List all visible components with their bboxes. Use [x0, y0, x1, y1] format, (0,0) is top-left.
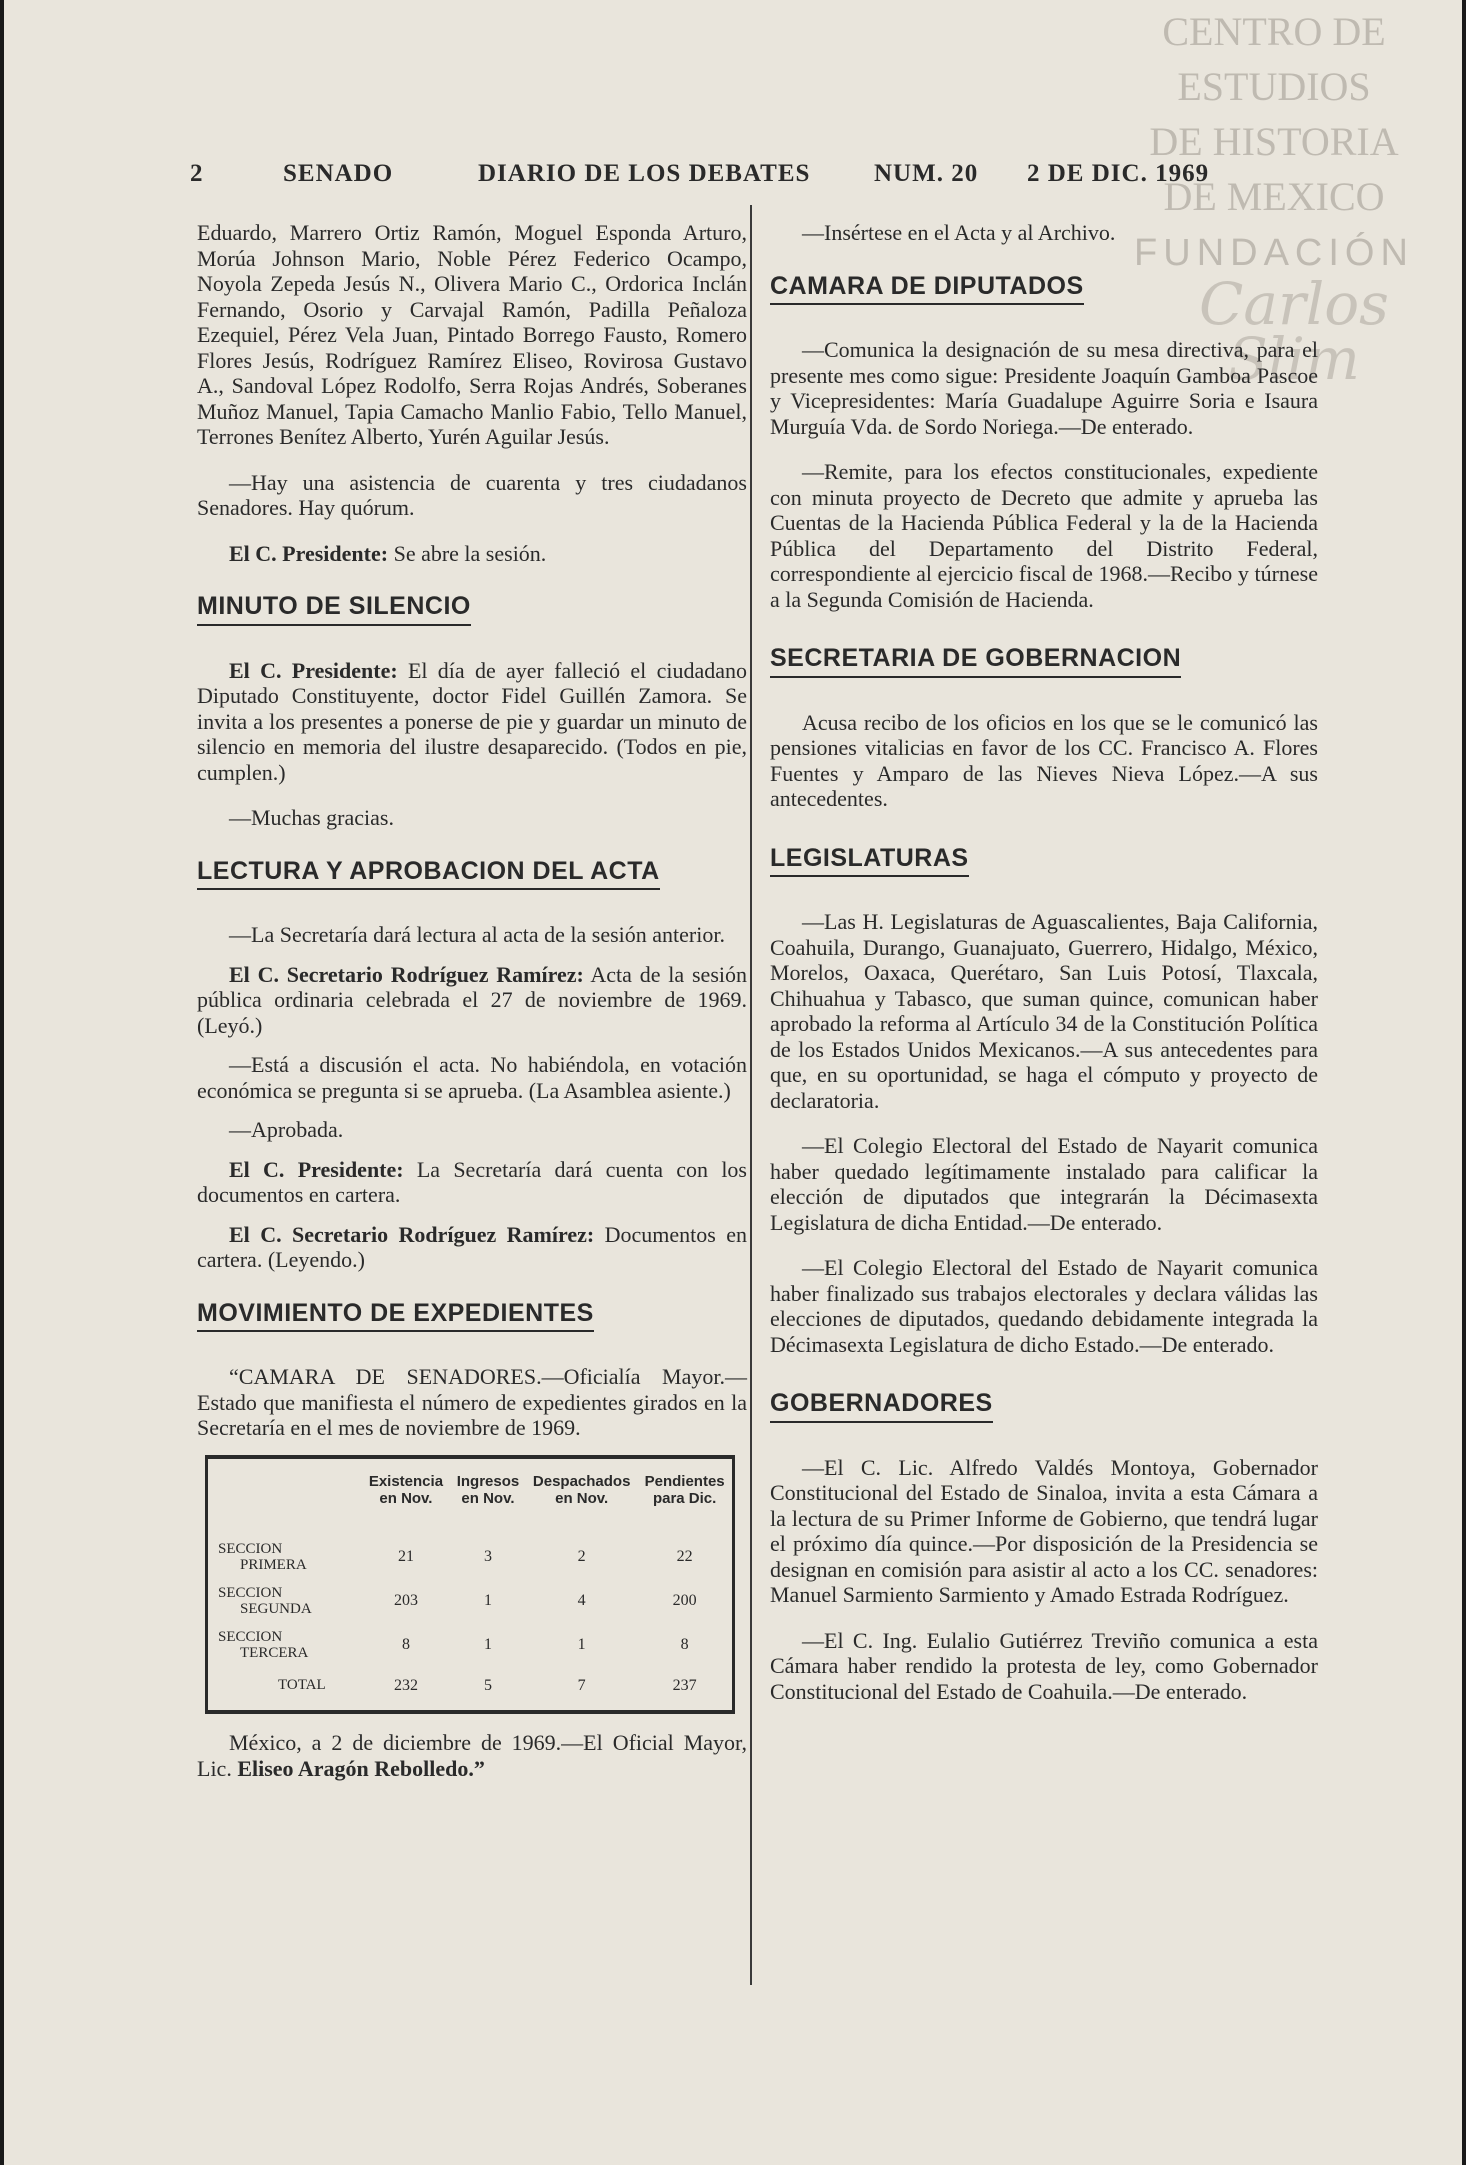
column-header: Pendientes para Dic. — [644, 1472, 725, 1507]
watermark-line: ESTUDIOS — [1177, 64, 1371, 109]
section-heading: LECTURA Y APROBACION DEL ACTA — [197, 859, 660, 891]
speaker: El C. Presidente: — [229, 657, 398, 683]
table-cell: 2 — [577, 1547, 586, 1565]
column-header: Existencia en Nov. — [368, 1472, 444, 1507]
paragraph — [197, 658, 747, 786]
table-row — [207, 1535, 734, 1579]
speaker: El C. Secretario Rodríguez Ramírez: — [229, 1221, 595, 1247]
left-column — [197, 220, 747, 1801]
table-cell: 4 — [577, 1591, 586, 1609]
paragraph: “CAMARA DE SENADORES.—Oficialía Mayor.—Estado que manifiesta el número de expedientes girados en la Secretaría en el mes de noviembre de 1969. — [197, 1364, 747, 1440]
paragraph: —Está a discusión el acta. No habiéndola, en votación económica se pregunta si se aprueba. (La Asamblea asiente.) — [197, 1052, 747, 1103]
signatory: Eliseo Aragón Rebolledo.” — [237, 1755, 485, 1781]
page-number: 2 — [190, 160, 204, 187]
table-header-row — [207, 1457, 734, 1535]
table-cell: 5 — [483, 1676, 492, 1694]
paragraph — [197, 1730, 747, 1781]
section-heading: SECRETARIA DE GOBERNACION — [770, 646, 1181, 678]
table-cell: 200 — [672, 1591, 697, 1609]
speaker: El C. Secretario Rodríguez Ramírez: — [229, 961, 584, 987]
speaker: El C. Presidente: — [229, 1156, 404, 1182]
paragraph: —Las H. Legislaturas de Aguascalientes, Baja California, Coahuila, Durango, Guanajuato, Guerrero, Hidalgo, México, Morelos, Oaxaca, Querétaro, San Luis Potosí, Tlaxcala, Chihuahua y Tabasco, que suman quince, comunican haber aprobado la reforma al Artículo 34 de la Constitución Política de los Estados Unidos Mexicanos.—A sus antecedentes para que, en su oportunidad, se haga el cómputo y proyecto de declaratoria. — [770, 909, 1318, 1113]
paragraph: —El C. Lic. Alfredo Valdés Montoya, Gobernador Constitucional del Estado de Sinaloa, invita a esta Cámara a la lectura de su Primer Informe de Gobierno, que tendrá lugar el próximo día quince.—Por disposición de la Presidencia se designan en comisión para asistir al acto a los CC. senadores: Manuel Sarmiento Sarmiento y Amado Estrada Rodríguez. — [770, 1454, 1318, 1607]
row-label-line: SECCION — [218, 1628, 283, 1645]
table-cell: 21 — [397, 1547, 414, 1565]
watermark-line: DE HISTORIA — [1149, 119, 1399, 164]
column-divider — [750, 205, 752, 1985]
table-cell: 7 — [577, 1676, 586, 1694]
table-cell: 8 — [401, 1635, 410, 1653]
row-label — [207, 1535, 363, 1579]
paragraph: —El Colegio Electoral del Estado de Nayarit comunica haber finalizado sus trabajos electorales y declara válidas las elecciones de diputados, quedando debidamente integrada la Décimasexta Legislatura de dicho Estado.—De enterado. — [770, 1255, 1318, 1357]
row-label — [207, 1579, 363, 1623]
paragraph: Acusa recibo de los oficios en los que se le comunicó las pensiones vitalicias en favor de los CC. Francisco A. Flores Fuentes y Amparo de las Nieves Nieva López.—A sus antecedentes. — [770, 709, 1318, 811]
row-label-line: TERCERA — [240, 1644, 309, 1661]
table-cell: 237 — [672, 1676, 697, 1694]
speech: Acta de la sesión pública ordinaria celebrada el 27 de noviembre de 1969. (Leyó.) — [197, 961, 747, 1038]
paragraph: —Muchas gracias. — [229, 805, 394, 830]
header-section: SENADO — [283, 160, 394, 187]
table-row — [207, 1623, 734, 1667]
expedientes-table — [205, 1455, 735, 1715]
table-cell: 3 — [483, 1547, 492, 1565]
paragraph: —El Colegio Electoral del Estado de Nayarit comunica haber quedado legítimamente instalado para calificar la elección de diputados que integrarán la Décimasexta Legislatura de dicha Entidad.—De enterado. — [770, 1133, 1318, 1235]
speech: Documentos en cartera. (Leyendo.) — [197, 1221, 747, 1272]
header-date: 2 DE DIC. 1969 — [1027, 160, 1210, 187]
paragraph — [197, 1157, 747, 1208]
section-heading: MOVIMIENTO DE EXPEDIENTES — [197, 1301, 594, 1333]
paragraph: —Insértese en el Acta y al Archivo. — [802, 220, 1116, 245]
watermark-signature: Carlos Slim — [1199, 270, 1389, 393]
watermark-line: CENTRO DE — [1162, 9, 1386, 54]
section-heading: MINUTO DE SILENCIO — [197, 594, 471, 626]
header-number: NUM. 20 — [874, 160, 979, 187]
row-label-line: TOTAL — [278, 1677, 326, 1694]
paragraph: —El C. Ing. Eulalio Gutiérrez Treviño comunica a esta Cámara haber rendido la protesta de ley, como Gobernador Constitucional del Estado de Coahuila.—De enterado. — [770, 1627, 1318, 1704]
table-cell: 1 — [577, 1635, 586, 1653]
header-publication: DIARIO DE LOS DEBATES — [478, 160, 811, 187]
row-label-line: SEGUNDA — [240, 1600, 312, 1617]
speech: Se abre la sesión. — [388, 540, 547, 566]
speech: La Secretaría dará cuenta con los documentos en cartera. — [197, 1156, 747, 1207]
paragraph — [197, 541, 747, 567]
paragraph: Eduardo, Marrero Ortiz Ramón, Moguel Esponda Arturo, Morúa Johnson Mario, Noble Pérez Federico Ocampo, Noyola Zepeda Jesús N., Olivera Mario C., Ordorica Inclán Fernando, Osorio y Carvajal Ramón, Padilla Peñaloza Ezequiel, Pérez Vela Juan, Pintado Borrego Fausto, Romero Flores Jesús, Rodríguez Ramírez Eliseo, Rovirosa Gustavo A., Sandoval López Rodolfo, Serra Rojas Andrés, Soberanes Muñoz Manuel, Tapia Camacho Manlio Fabio, Tello Manuel, Terrones Benítez Alberto, Yurén Aguilar Jesús. — [197, 220, 747, 449]
table-cell: 8 — [680, 1635, 689, 1653]
row-label-line: SECCION — [218, 1540, 283, 1557]
table-cell: 232 — [393, 1676, 418, 1694]
paragraph: —Aprobada. — [229, 1117, 344, 1142]
paragraph: —Remite, para los efectos constitucionales, expediente con minuta proyecto de Decreto que admite y aprueba las Cuentas de la Hacienda Pública Federal y la de la Hacienda Pública del Departamento del Distrito Federal, correspondiente al ejercicio fiscal de 1968.—Recibo y túrnese a la Segunda Comisión de Hacienda. — [770, 459, 1318, 612]
watermark-line: DE MEXICO — [1163, 174, 1385, 219]
section-heading: CAMARA DE DIPUTADOS — [770, 274, 1084, 306]
document-page — [4, 0, 1462, 2165]
row-label-line: SECCION — [218, 1584, 283, 1601]
section-heading: GOBERNADORES — [770, 1391, 993, 1423]
row-label — [207, 1667, 363, 1713]
table-cell: 22 — [676, 1547, 693, 1565]
watermark-fundacion: FUNDACIÓN — [1134, 232, 1414, 274]
column-header: Despachados en Nov. — [532, 1472, 631, 1507]
paragraph — [197, 962, 747, 1039]
row-label — [207, 1623, 363, 1667]
table-cell: 1 — [483, 1591, 492, 1609]
column-header: Ingresos en Nov. — [456, 1472, 520, 1507]
table-row — [207, 1579, 734, 1623]
speech: El día de ayer falleció el ciudadano Diputado Constituyente, doctor Fidel Guillén Zamora. Se invita a los presentes a ponerse de pie y guardar un minuto de silencio en memoria del ilustre desaparecido. (Todos en pie, cumplen.) — [197, 657, 747, 785]
paragraph: —Hay una asistencia de cuarenta y tres ciudadanos Senadores. Hay quórum. — [197, 469, 747, 520]
table-total-row — [207, 1667, 734, 1713]
paragraph: —Comunica la designación de su mesa directiva, para el presente mes como sigue: Presidente Joaquín Gamboa Pascoe y Vicepresidentes: María Guadalupe Aguirre Soria e Isaura Murguía Vda. de Sordo Noriega.—De enterado. — [770, 337, 1318, 439]
table-cell: 1 — [483, 1635, 492, 1653]
table-cell: 203 — [393, 1591, 418, 1609]
paragraph: —La Secretaría dará lectura al acta de la sesión anterior. — [229, 922, 725, 947]
paragraph — [197, 1222, 747, 1273]
speaker: El C. Presidente: — [229, 540, 389, 566]
paragraph-text: México, a 2 de diciembre de 1969.—El Oficial Mayor, Lic. — [197, 1730, 747, 1781]
section-heading: LEGISLATURAS — [770, 846, 969, 878]
right-column — [770, 220, 1318, 1724]
row-label-line: PRIMERA — [240, 1556, 307, 1573]
